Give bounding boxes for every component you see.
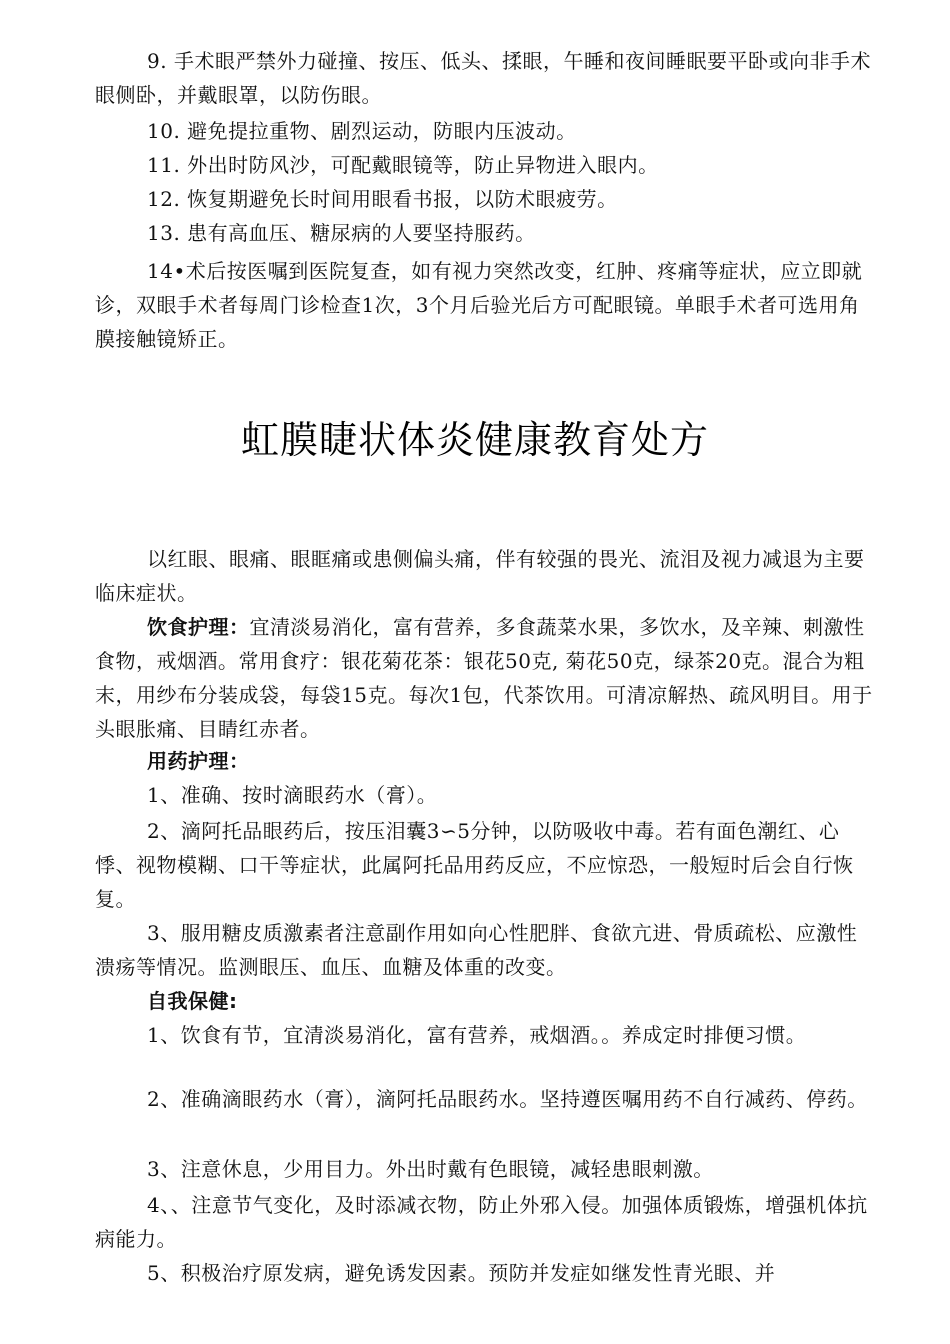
list-item-12: 12. 恢复期避免长时间用眼看书报，以防术眼疲劳。: [147, 187, 618, 211]
selfcare-item-2: 2、准确滴眼药水（膏），滴阿托品眼药水。坚持遵医嘱用药不自行减药、停药。: [147, 1087, 868, 1111]
diet-section: [95, 610, 875, 746]
medication-heading: [95, 744, 875, 778]
selfcare-item-5: 5、积极治疗原发病，避免诱发因素。预防并发症如继发性青光眼、并: [147, 1261, 776, 1285]
intro-paragraph: 以红眼、眼痛、眼眶痛或患侧偏头痛，伴有较强的畏光、流泪及视力减退为主要临床症状。: [95, 547, 865, 605]
list-item-9: 9. 手术眼严禁外力碰撞、按压、低头、揉眼，午睡和夜间睡眠要平卧或向非手术眼侧卧，并戴眼罩，以防伤眼。: [95, 49, 871, 107]
selfcare-item-4: 4、、注意节气变化，及时添减衣物，防止外邪入侵。加强体质锻炼，增强机体抗病能力。: [95, 1193, 868, 1251]
selfcare-item-1: 1、饮食有节，宜清淡易消化，富有营养，戒烟酒。。养成定时排便习惯。: [147, 1023, 807, 1047]
page-title: 虹膜睫状体炎健康教育处方: [240, 418, 709, 462]
selfcare-heading: [95, 984, 875, 1018]
medication-item-3: 3、服用糖皮质激素者注意副作用如向心性肥胖、食欲亢进、骨质疏松、应激性溃疡等情况。监测眼压、血压、血糖及体重的改变。: [95, 921, 858, 979]
diet-text: 宜清淡易消化，富有营养，多食蔬菜水果，多饮水，及辛辣、刺激性食物，戒烟酒。常用食疗：银花菊花茶：银花50克, 菊花50克，绿茶20克。混合为粗末，用纱布分装成袋，每袋15克。每次1包，代茶饮用。可清凉解热、疏风明目。用于头眼胀痛、目睛红赤者。: [95, 615, 873, 741]
diet-heading: 饮食护理：: [147, 615, 250, 639]
list-item-10: 10. 避免提拉重物、剧烈运动，防眼内压波动。: [147, 119, 577, 143]
selfcare-item-3: 3、注意休息，少用目力。外出时戴有色眼镜，减轻患眼刺激。: [147, 1157, 714, 1181]
list-item-13: 13. 患有高血压、糖尿病的人要坚持服药。: [147, 221, 536, 245]
list-item-14: 14•术后按医嘱到医院复查，如有视力突然改变，红肿、疼痛等症状，应立即就诊，双眼手术者每周门诊检查1次，3个月后验光后方可配眼镜。单眼手术者可选用角膜接触镜矫正。: [95, 259, 863, 351]
list-item-11: 11. 外出时防风沙，可配戴眼镜等，防止异物进入眼内。: [147, 153, 659, 177]
medication-item-1: 1、准确、按时滴眼药水（膏）。: [147, 783, 438, 807]
selfcare-heading-text: 自我保健:: [147, 989, 238, 1013]
medication-item-2: 2、滴阿托品眼药后，按压泪囊3∽5分钟，以防吸收中毒。若有面色潮红、心悸、视物模糊、口干等症状，此属阿托品用药反应，不应惊恐，一般短时后会自行恢复。: [95, 819, 854, 911]
medication-heading-text: 用药护理：: [147, 749, 250, 773]
